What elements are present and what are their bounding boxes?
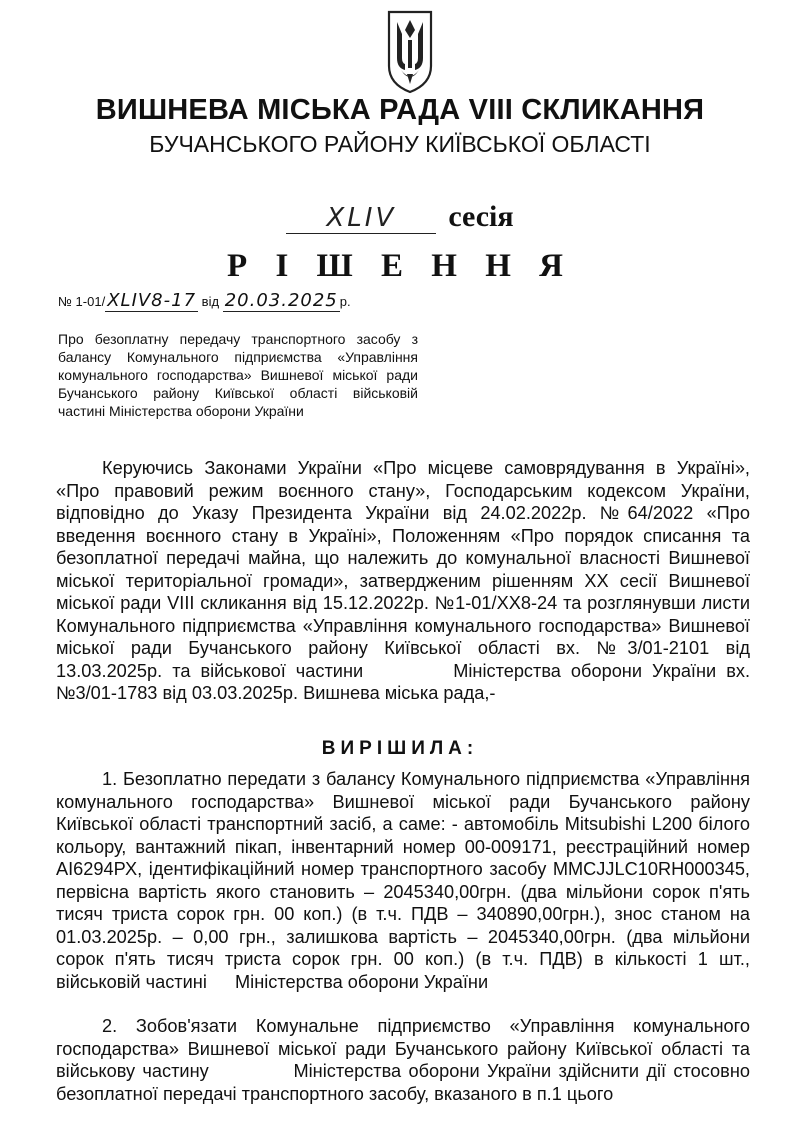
resolved-heading: ВИРІШИЛА: (321, 738, 479, 759)
trident-emblem-icon (383, 8, 437, 94)
number-prefix: № 1-01/ (58, 294, 106, 309)
item-1-text-a: 1. Безоплатно передати з балансу Комунального підприємства «Управління комунального господарства» Вишневої міської ради Бучанського району Київської області транспортний засіб, а саме: - автомобіль Mitsubishi L200 білого кольору, вантажний пікап, інвентарний номер 00-009171, реєстраційний номер АІ6294РХ, ідентифікаційний номер транспортного засобу MMCJJLC10RH000345, первісна вартість якого становить – 2045340,00грн. (два мільйони сорок п'ять тисяч триста сорок грн. 00 коп.) (в т.ч. ПДВ – 340890,00грн.), знос станом на 01.03.2025р. – 0,00 грн., залишкова вартість – 2045340,00грн. (два мільйони сорок п'ять тисяч триста сорок грн. 00 коп.) (в т.ч. ПДВ) в кількості 1 шт., військовій частині (56, 769, 750, 992)
session-label: сесія (448, 200, 514, 233)
decision-subject: Про безоплатну передачу транспортного засобу з балансу Комунального підприємства «Управління комунального господарства» Вишневої міської ради Бучанського району Київської області військовій частині Міністерства оборони України (58, 331, 418, 419)
preamble-text-a: Керуючись Законами України «Про місцеве самоврядування в Україні», «Про правовий режим воєнного стану», Господарським кодексом України, відповідно до Указу Президента України від 24.02.2022р. №64/2022 «Про введення воєнного стану в Україні», Положенням «Про порядок списання та безоплатної передачі майна, що належить до комунальної власності Вишневої міської територіальної громади», затвердженим рішенням XX сесії Вишневої міської ради VIII скликання від 15.12.2022р. №1-01/XX8-24 та розглянувши листи Комунального підприємства «Управління комунального господарства» Вишневої міської ради Бучанського району Київської області вх. №3/01-2101 від 13.03.2025р. та військової частини (56, 458, 750, 681)
council-region: БУЧАНСЬКОГО РАЙОНУ КИЇВСЬКОЇ ОБЛАСТІ (149, 131, 651, 157)
item-2-text-b: Міністерства оборони України здійснити дії стосовно безоплатної передачі транспортного засобу, вказаного в п.1 цього (56, 1061, 750, 1104)
preamble-paragraph (56, 457, 750, 705)
preamble-text-b: Міністерства оборони України вх. №3/01-1783 від 03.03.2025р. Вишнева міська рада,- (56, 660, 751, 703)
item-2-text-a: 2. Зобов'язати Комунальне підприємство «Управління комунального господарства» Вишневої міської ради Бучанського району Київської області та військову частину (56, 1016, 750, 1081)
from-label: від (201, 294, 220, 309)
document-title: Р І Ш Е Н Н Я (227, 248, 573, 284)
item-2-paragraph (56, 1015, 750, 1105)
council-name: ВИШНЕВА МІСЬКА РАДА VIII СКЛИКАННЯ (95, 94, 705, 126)
decision-number: XLIV8-17 (107, 290, 197, 311)
decision-number-line (58, 290, 351, 311)
item-1-text-b: Міністерства оборони України (235, 971, 489, 992)
item-1-paragraph (56, 768, 750, 993)
decision-date: 20.03.2025 (224, 290, 338, 311)
year-suffix: р. (339, 294, 351, 309)
session-number: XLIV (286, 203, 436, 234)
session-line (0, 200, 800, 234)
